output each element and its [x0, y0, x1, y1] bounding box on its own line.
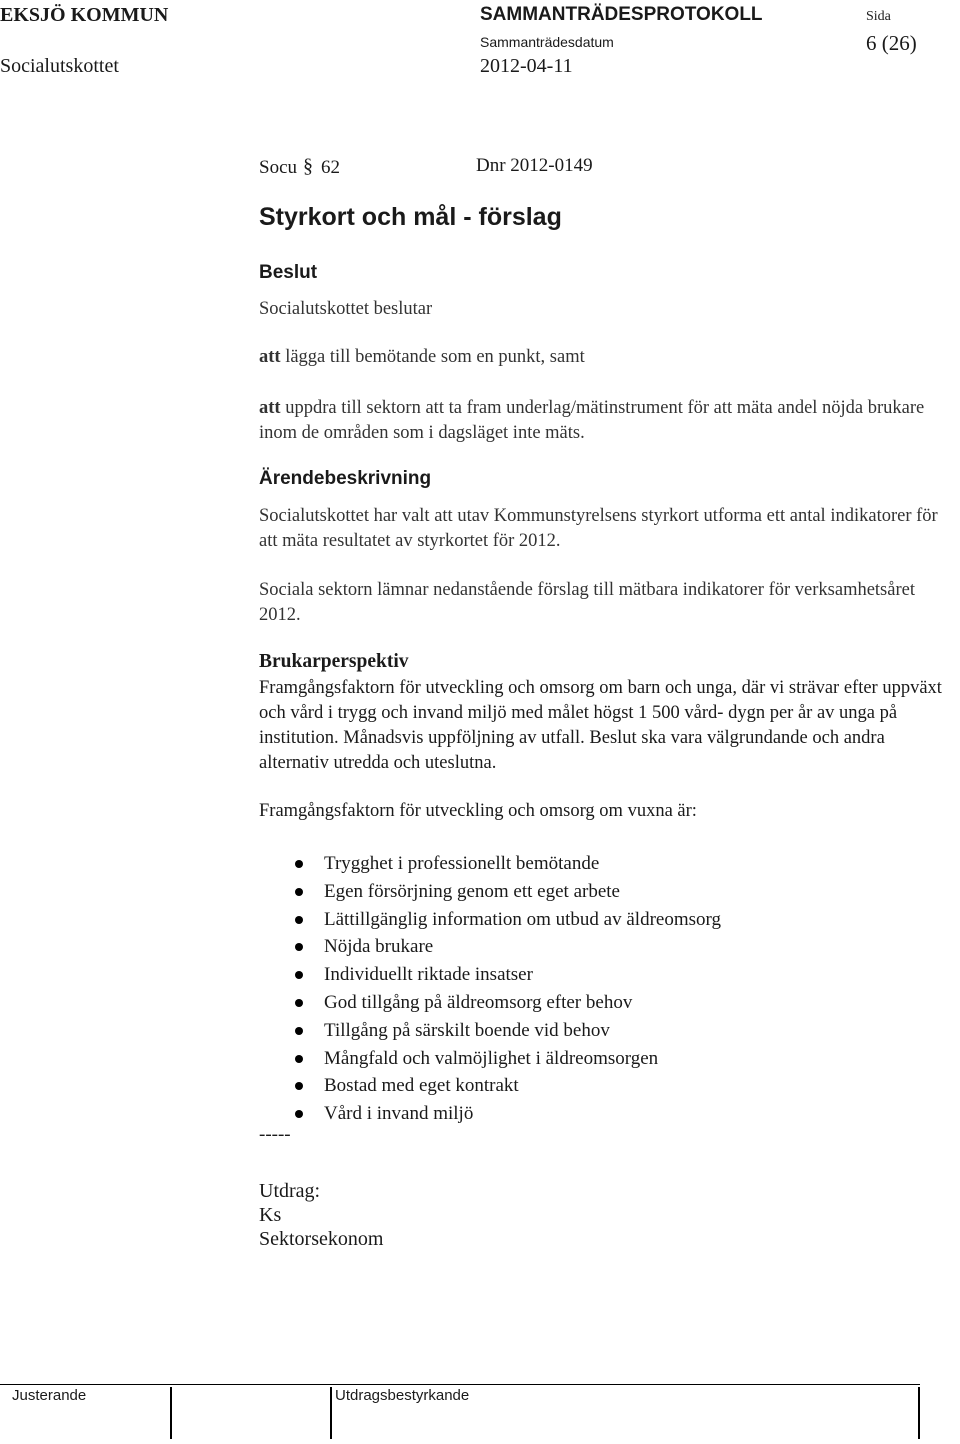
signature-box-divider: [330, 1387, 332, 1439]
signature-box-divider: [170, 1387, 172, 1439]
case-description-paragraph: Sociala sektorn lämnar nedanstående förslag till mätbara indikatorer för verksamhetsåret 2012.: [259, 580, 915, 625]
list-item-text: Egen försörjning genom ett eget arbete: [324, 880, 620, 902]
list-item-text: Mångfald och valmöjlighet i äldreomsorgen: [324, 1047, 659, 1069]
paragraph-number: 62: [321, 157, 340, 178]
bullet-icon: [295, 860, 303, 868]
meeting-date-label: Sammanträdesdatum: [480, 34, 614, 50]
decision-keyword: att: [259, 398, 281, 418]
svg-text:§: §: [303, 155, 313, 177]
separator-dashes: -----: [259, 1124, 291, 1145]
bullet-icon: [295, 1110, 303, 1118]
list-item-text: Tillgång på särskilt boende vid behov: [324, 1019, 610, 1041]
list-item-text: Individuellt riktade insatser: [324, 964, 533, 986]
list-item-text: Trygghet i professionellt bemötande: [324, 853, 600, 874]
list-item: [259, 906, 721, 934]
section-sign-icon: [301, 155, 315, 177]
footer-utdragsbestyrkande-label: Utdragsbestyrkande: [335, 1387, 470, 1404]
list-item: [259, 1072, 721, 1100]
list-item-text: Lättillgänglig information om utbud av äldreomsorg: [324, 908, 721, 930]
paragraph-reference: [259, 155, 340, 179]
list-item: [259, 1100, 721, 1128]
decision-intro: Socialutskottet beslutar: [259, 299, 433, 319]
list-item-text: Vård i invand miljö: [324, 1103, 474, 1125]
page-title: Styrkort och mål - förslag: [259, 203, 562, 231]
list-item: [259, 1017, 721, 1045]
bullet-icon: [295, 1082, 303, 1090]
case-description-paragraph: Socialutskottet har valt att utav Kommunstyrelsens styrkort utforma ett antal indikatorer för att mäta resultatet av styrkortet för 2012.: [259, 506, 938, 551]
list-item: [259, 961, 721, 989]
adult-factors-list: [259, 850, 721, 1128]
bullet-icon: [295, 999, 303, 1007]
bullet-icon: [295, 888, 303, 896]
case-number: Dnr 2012-0149: [476, 155, 593, 176]
user-perspective-text: Framgångsfaktorn för utveckling och omsorg om barn och unga, där vi strävar efter uppväxt och vård i trygg och invand miljö med målet högst 1 500 vård- dygn per år av unga på institution. Månadsvis uppföljning av utfall. Beslut ska vara välgrundande och andra alternativ utredda och uteslutna.: [259, 678, 942, 773]
bullet-icon: [295, 943, 303, 951]
meeting-date: 2012-04-11: [480, 55, 573, 77]
decision-item: [259, 396, 939, 446]
list-item: [259, 933, 721, 961]
page-number: 6 (26): [866, 31, 917, 55]
decision-heading: Beslut: [259, 262, 318, 283]
decision-item-text: lägga till bemötande som en punkt, samt: [280, 347, 585, 367]
bullet-icon: [295, 1027, 303, 1035]
decision-item: [259, 345, 585, 370]
list-item-text: Nöjda brukare: [324, 936, 434, 958]
list-item: [259, 850, 721, 878]
bullet-icon: [295, 971, 303, 979]
decision-keyword: att: [259, 347, 281, 367]
list-item-text: God tillgång på äldreomsorg efter behov: [324, 991, 633, 1013]
list-item: [259, 989, 721, 1017]
footer-justerande-label: Justerande: [12, 1387, 87, 1404]
bullet-icon: [295, 916, 303, 924]
signature-box-divider: [918, 1387, 920, 1439]
adult-factors-intro: Framgångsfaktorn för utveckling och omsorg om vuxna är:: [259, 801, 697, 821]
document-type: SAMMANTRÄDESPROTOKOLL: [480, 4, 763, 25]
extract-recipient: Sektorsekonom: [259, 1228, 384, 1250]
list-item: [259, 1045, 721, 1073]
committee-abbreviation: Socu: [259, 157, 297, 178]
decision-item-text: uppdra till sektorn att ta fram underlag/mätinstrument för att mäta andel nöjda brukare inom de områden som i dagsläget inte mäts.: [259, 398, 925, 443]
list-item: [259, 878, 721, 906]
user-perspective-heading: Brukarperspektiv: [259, 651, 409, 672]
bullet-icon: [295, 1055, 303, 1063]
page-label: Sida: [866, 9, 891, 24]
list-item-text: Bostad med eget kontrakt: [324, 1075, 519, 1097]
extract-label: Utdrag:: [259, 1180, 321, 1202]
municipality-name: EKSJÖ KOMMUN: [0, 4, 169, 26]
footer-divider: [0, 1384, 920, 1385]
case-description-heading: Ärendebeskrivning: [259, 468, 432, 489]
department-name: Socialutskottet: [0, 55, 119, 77]
extract-recipient: Ks: [259, 1204, 282, 1226]
